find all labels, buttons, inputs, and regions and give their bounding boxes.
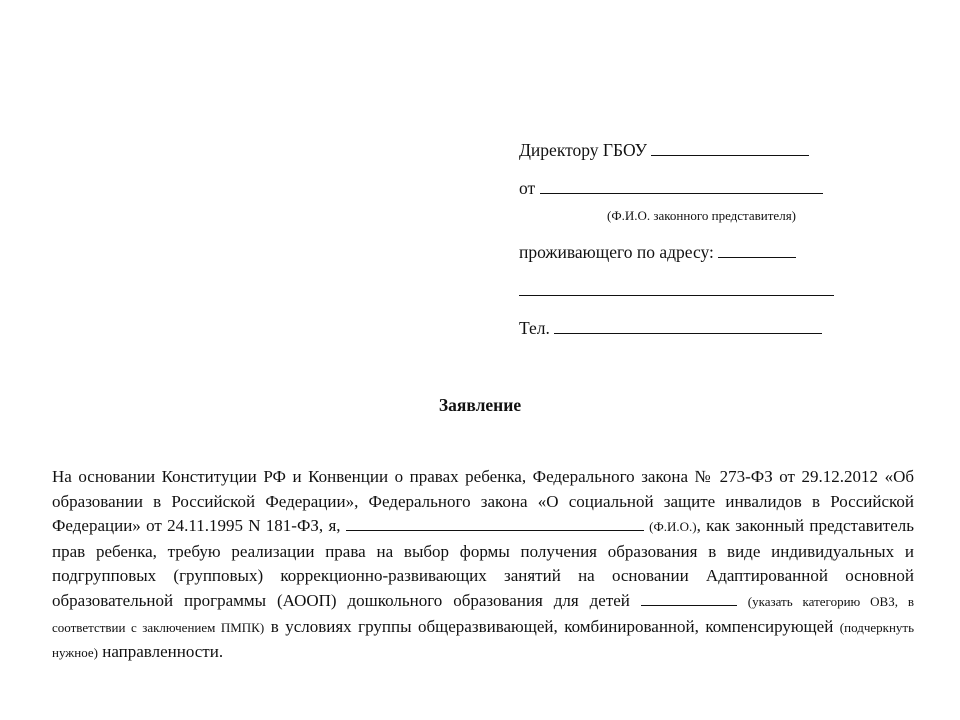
phone-blank[interactable] [554,317,822,334]
phone-label: Тел. [519,318,550,338]
addressee-block [519,138,839,340]
address-line [519,240,839,264]
fio-hint: (Ф.И.О.) [649,519,697,535]
fio-note: (Ф.И.О. законного представителя) [607,208,797,223]
underline-hint: (подчеркнуть нужное) [52,619,915,661]
category-hint: (указать категорию ОВЗ, в соответствии с заключением ПМПК) [52,593,915,635]
address-blank[interactable] [718,241,796,258]
statement-part-3: в условиях группы общеразвивающей, комбинированной, компенсирующей [270,616,834,636]
address-label: проживающего по адресу: [519,242,714,262]
document-title: Заявление [438,395,522,415]
address-continuation-line [519,278,839,302]
parent-fio-blank[interactable] [346,516,644,531]
phone-line [519,316,839,340]
director-label: Директору ГБОУ [519,140,647,160]
from-label: от [519,178,536,198]
statement-part-4: направленности. [102,642,224,662]
statement-part-1: На основании Конституции РФ и Конвенции о правах ребенка, Федерального закона № 273-ФЗ от 29.12.2012 «Об образовании в Российской Федерации», Федерального закона «О социальной защите инвалидов в Российской Федерации» от 24.11.1995 N 181-ФЗ, я, [52,467,914,536]
representative-name-blank[interactable] [540,177,823,194]
statement-part-2: , как законный представитель прав ребенка, требую реализации права на выбор формы получения образования в виде индивидуальных и подгрупповых (групповых) коррекционно-развивающих занятий на основании Адаптированной основной образовательной программы (АООП) дошкольного образования для детей [52,516,915,610]
address-continuation-blank[interactable] [519,279,834,296]
category-blank[interactable] [641,591,737,606]
from-line [519,176,839,200]
director-line [519,138,839,162]
statement-paragraph [52,465,914,666]
school-name-blank[interactable] [651,139,809,156]
